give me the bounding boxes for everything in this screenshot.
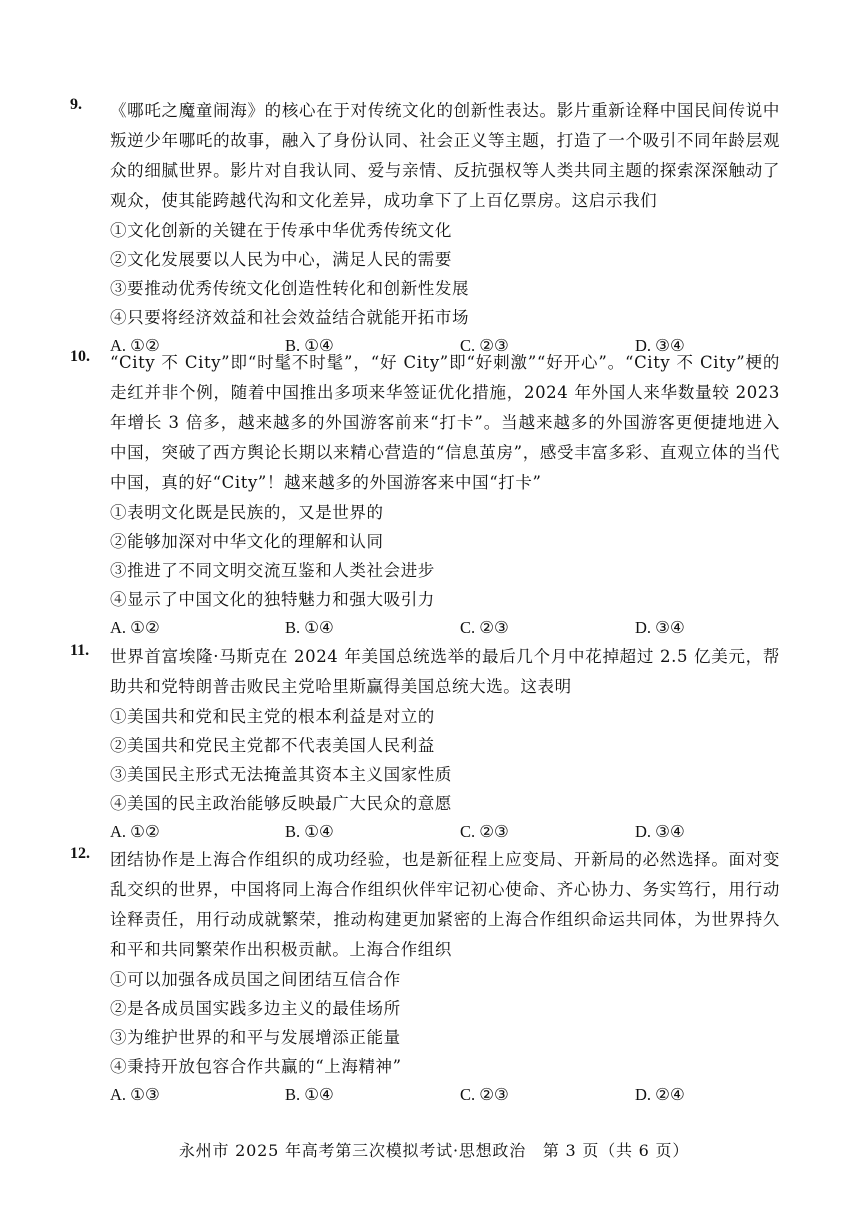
- choice-d: D. ③④: [635, 822, 685, 841]
- question-stem: 《哪吒之魔童闹海》的核心在于对传统文化的创新性表达。影片重新诠释中国民间传说中叛逆少年哪吒的故事，融入了身份认同、社会正义等主题，打造了一个吸引不同年龄层观众的细腻世界。影片对自我认同、爱与亲情、反抗强权等人类共同主题的探索深深触动了观众，使其能跨越代沟和文化差异，成功拿下了上百亿票房。这启示我们: [110, 101, 780, 210]
- question-number: 10.: [70, 348, 90, 365]
- question-number: 9.: [70, 96, 82, 113]
- question-stem: 团结协作是上海合作组织的成功经验，也是新征程上应变局、开新局的必然选择。面对变乱交织的世界，中国将同上海合作组织伙伴牢记初心使命、齐心协力、务实笃行，用行动诠释责任，用行动成就繁荣，推动构建更加紧密的上海合作组织命运共同体，为世界持久和平和共同繁荣作出积极贡献。上海合作组织: [110, 850, 780, 959]
- answer-choices: [110, 818, 780, 848]
- statement-option: ①表明文化既是民族的，又是世界的: [110, 503, 384, 522]
- question-number: 12.: [70, 845, 90, 862]
- choice-b: B. ①④: [285, 336, 334, 355]
- statement-option: ②是各成员国实践多边主义的最佳场所: [110, 999, 401, 1018]
- statement-option: ④秉持开放包容合作共赢的“上海精神”: [110, 1057, 402, 1076]
- question-stem: 世界首富埃隆·马斯克在 2024 年美国总统选举的最后几个月中花掉超过 2.5 亿美元，帮助共和党特朗普击败民主党哈里斯赢得美国总统大选。这表明: [110, 647, 780, 696]
- answer-choices: [110, 614, 780, 644]
- statement-option: ③美国民主形式无法掩盖其资本主义国家性质: [110, 765, 452, 784]
- question-9: [70, 96, 780, 362]
- statement-option: ②能够加深对中华文化的理解和认同: [110, 532, 384, 551]
- choice-a: A. ①②: [110, 618, 160, 637]
- statement-option: ①文化创新的关键在于传承中华优秀传统文化: [110, 221, 452, 240]
- choice-a: A. ①③: [110, 1085, 160, 1104]
- question-10: [70, 348, 780, 644]
- question-stem: “City 不 City”即“时髦不时髦”，“好 City”即“好刺激”“好开心”。“City 不 City”梗的走红并非个例，随着中国推出多项来华签证优化措施，2024 年外国人来华数量较 2023 年增长 3 倍多，越来越多的外国游客前来“打卡”。当越来越多的外国游客更便捷地进入中国，突破了西方舆论长期以来精心营造的“信息茧房”，感受丰富多彩、直观立体的当代中国，真的好“City”！越来越多的外国游客来中国“打卡”: [110, 353, 780, 492]
- statement-option: ④只要将经济效益和社会效益结合就能开拓市场: [110, 308, 470, 327]
- statement-option: ②美国共和党民主党都不代表美国人民利益: [110, 736, 435, 755]
- choice-b: B. ①④: [285, 822, 334, 841]
- choice-a: A. ①②: [110, 336, 160, 355]
- statement-option: ④显示了中国文化的独特魅力和强大吸引力: [110, 590, 435, 609]
- statement-option: ②文化发展要以人民为中心，满足人民的需要: [110, 250, 452, 269]
- choice-d: D. ③④: [635, 618, 685, 637]
- choice-c: C. ②③: [460, 1085, 509, 1104]
- choice-a: A. ①②: [110, 822, 160, 841]
- statement-option: ③推进了不同文明交流互鉴和人类社会进步: [110, 561, 435, 580]
- choice-b: B. ①④: [285, 1085, 334, 1104]
- choice-c: C. ②③: [460, 822, 509, 841]
- choice-d: D. ③④: [635, 336, 685, 355]
- choice-c: C. ②③: [460, 336, 509, 355]
- statement-option: ③要推动优秀传统文化创造性转化和创新性发展: [110, 279, 470, 298]
- statement-option: ③为维护世界的和平与发展增添正能量: [110, 1028, 401, 1047]
- choice-d: D. ②④: [635, 1085, 685, 1104]
- statement-option: ④美国的民主政治能够反映最广大民众的意愿: [110, 794, 452, 813]
- question-11: [70, 642, 780, 848]
- statement-option: ①美国共和党和民主党的根本利益是对立的: [110, 707, 435, 726]
- choice-b: B. ①④: [285, 618, 334, 637]
- question-12: [70, 845, 780, 1111]
- question-number: 11.: [70, 642, 90, 659]
- page-footer: 永州市 2025 年高考第三次模拟考试·思想政治 第 3 页（共 6 页）: [178, 1141, 690, 1160]
- choice-c: C. ②③: [460, 618, 509, 637]
- answer-choices: [110, 1081, 780, 1111]
- statement-option: ①可以加强各成员国之间团结互信合作: [110, 970, 401, 989]
